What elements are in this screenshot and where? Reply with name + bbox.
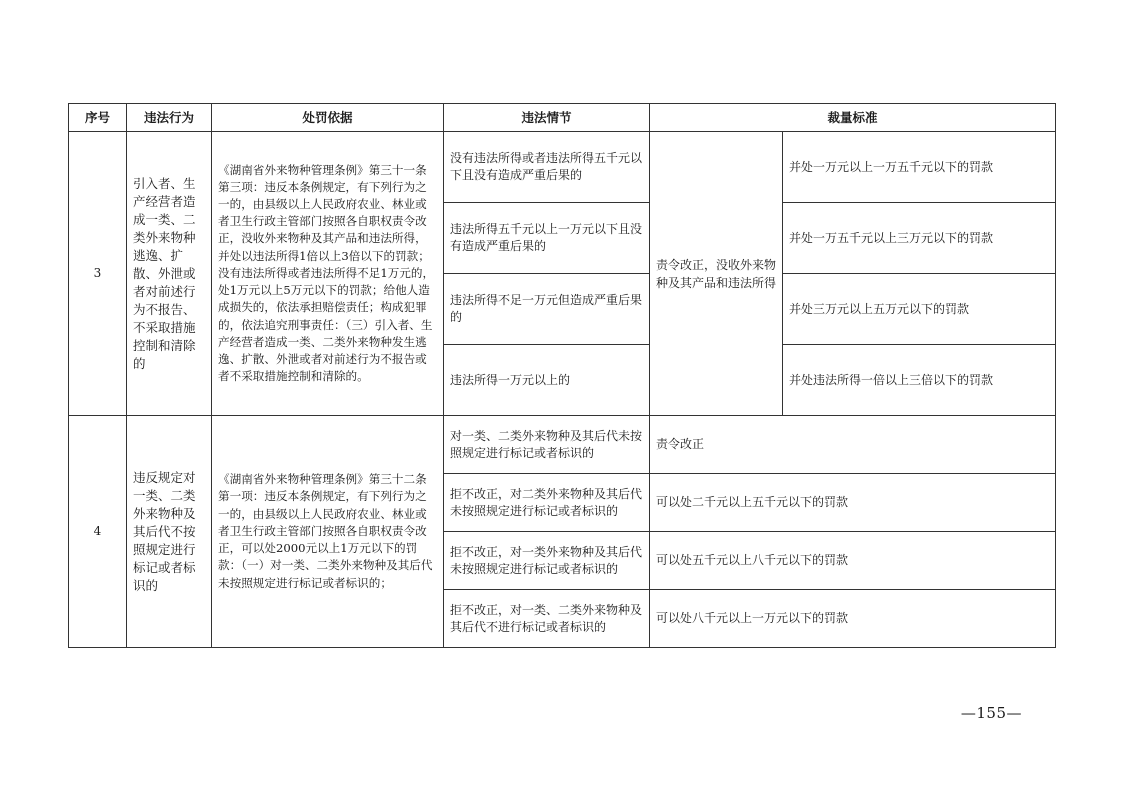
row-measure: 责令改正，没收外来物种及其产品和违法所得 <box>650 132 783 416</box>
penalty-discretion-table <box>68 103 1056 648</box>
row-standard: 可以处八千元以上一万元以下的罚款 <box>650 590 1056 648</box>
row-circumstance: 违法所得一万元以上的 <box>444 345 650 416</box>
row-circumstance: 没有违法所得或者违法所得五千元以下且没有造成严重后果的 <box>444 132 650 203</box>
header-circumstance: 违法情节 <box>444 104 650 132</box>
header-act: 违法行为 <box>127 104 212 132</box>
row-basis: 《湖南省外来物种管理条例》第三十一条第三项：违反本条例规定，有下列行为之一的，由县级以上人民政府农业、林业或者卫生行政主管部门按照各自职权责令改正，没收外来物种及其产品和违法所得，并处以违法所得1倍以上3倍以下的罚款；没有违法所得或者违法所得不足1万元的，处1万元以上5万元以下的罚款；给他人造成损失的，依法承担赔偿责任；构成犯罪的，依法追究刑事责任：（三）引入者、生产经营者造成一类、二类外来物种发生逃逸、扩散、外泄或者对前述行为不报告或者不采取措施控制和清除的。 <box>212 132 444 416</box>
row-standard: 可以处五千元以上八千元以下的罚款 <box>650 532 1056 590</box>
row-standard: 并处一万元以上一万五千元以下的罚款 <box>783 132 1056 203</box>
row-circumstance: 违法所得不足一万元但造成严重后果的 <box>444 274 650 345</box>
row-act: 违反规定对一类、二类外来物种及其后代不按照规定进行标记或者标识的 <box>127 416 212 648</box>
header-basis: 处罚依据 <box>212 104 444 132</box>
page-number: —155— <box>960 704 1022 722</box>
row-act: 引入者、生产经营者造成一类、二类外来物种逃逸、扩散、外泄或者对前述行为不报告、不采取措施控制和清除的 <box>127 132 212 416</box>
row-standard: 并处三万元以上五万元以下的罚款 <box>783 274 1056 345</box>
header-seq: 序号 <box>69 104 127 132</box>
table-header-row <box>69 104 1056 132</box>
row-circumstance: 对一类、二类外来物种及其后代未按照规定进行标记或者标识的 <box>444 416 650 474</box>
row-circumstance: 违法所得五千元以上一万元以下且没有造成严重后果的 <box>444 203 650 274</box>
row-standard: 可以处二千元以上五千元以下的罚款 <box>650 474 1056 532</box>
row-circumstance: 拒不改正，对一类外来物种及其后代未按照规定进行标记或者标识的 <box>444 532 650 590</box>
row-circumstance: 拒不改正，对一类、二类外来物种及其后代不进行标记或者标识的 <box>444 590 650 648</box>
row-standard: 并处一万五千元以上三万元以下的罚款 <box>783 203 1056 274</box>
table-row <box>69 132 1056 203</box>
table-row <box>69 416 1056 474</box>
row-seq: 4 <box>69 416 127 648</box>
row-standard: 并处违法所得一倍以上三倍以下的罚款 <box>783 345 1056 416</box>
header-standard: 裁量标准 <box>650 104 1056 132</box>
row-standard: 责令改正 <box>650 416 1056 474</box>
row-circumstance: 拒不改正，对二类外来物种及其后代未按照规定进行标记或者标识的 <box>444 474 650 532</box>
row-seq: 3 <box>69 132 127 416</box>
row-basis: 《湖南省外来物种管理条例》第三十二条第一项：违反本条例规定，有下列行为之一的，由县级以上人民政府农业、林业或者卫生行政主管部门按照各自职权责令改正，可以处2000元以上1万元以下的罚款：（一）对一类、二类外来物种及其后代未按照规定进行标记或者标识的； <box>212 416 444 648</box>
